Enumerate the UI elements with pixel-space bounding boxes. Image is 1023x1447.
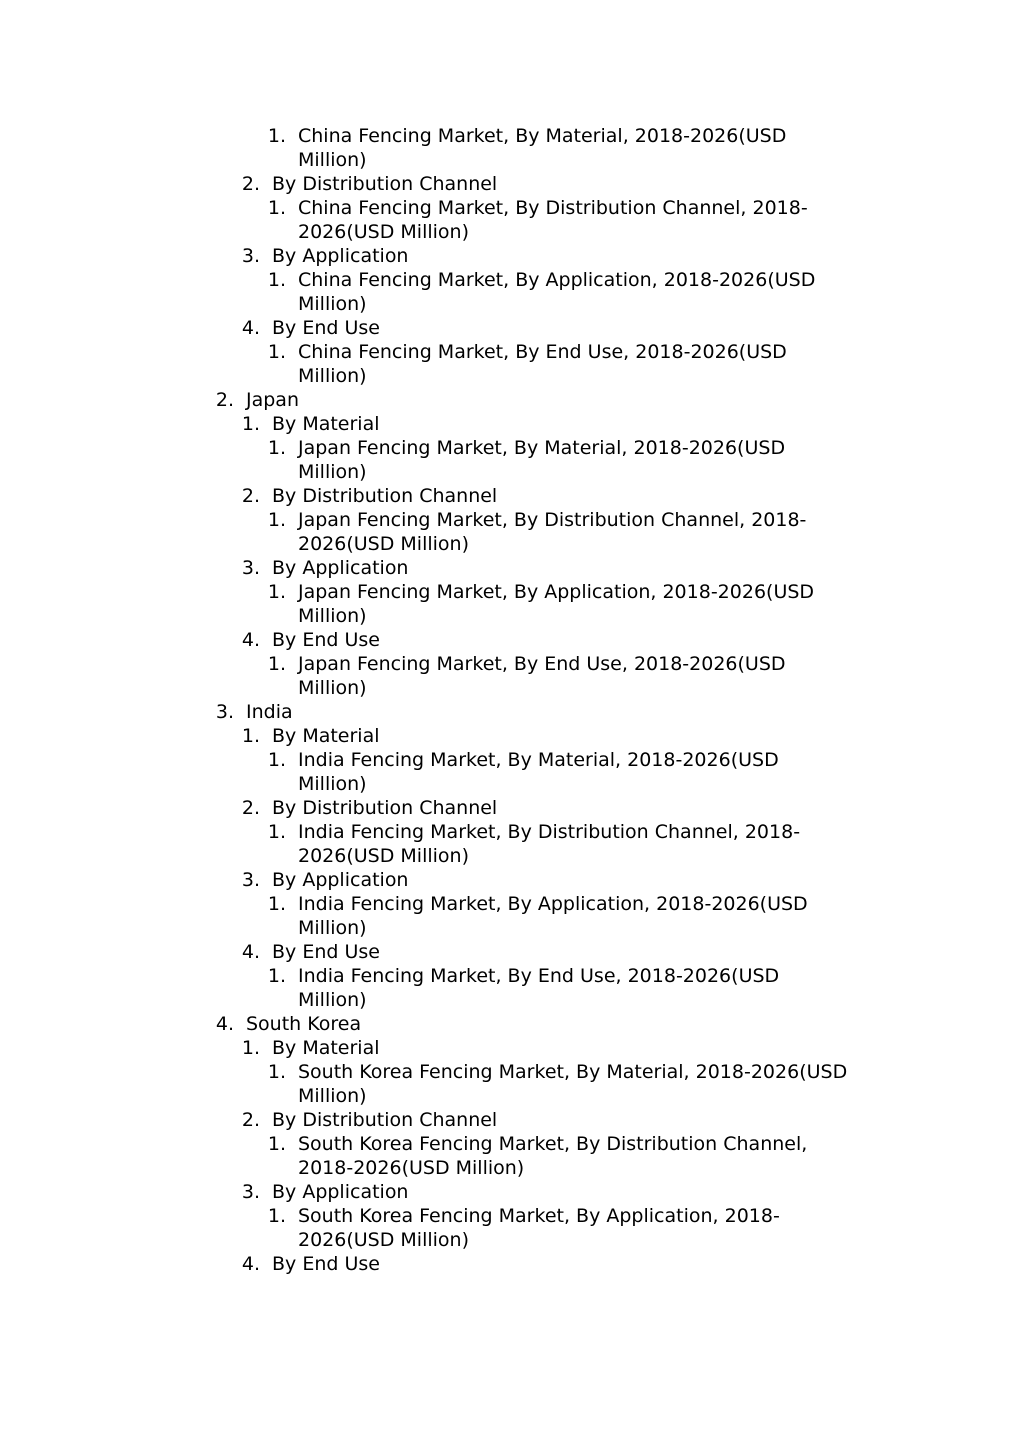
toc-entry-text xyxy=(272,412,380,436)
toc-entry-level-3 xyxy=(0,1132,1023,1180)
toc-entry-line-1: China Fencing Market, By Material, 2018-2026(USD xyxy=(298,125,787,147)
toc-entry-level-2 xyxy=(0,316,1023,340)
toc-entry-level-2 xyxy=(0,868,1023,892)
toc-entry-line-2: 2026(USD Million) xyxy=(298,1229,469,1251)
toc-entry-level-2 xyxy=(0,940,1023,964)
toc-entry-level-2 xyxy=(0,1252,1023,1276)
toc-entry-line-2: Million) xyxy=(298,461,367,483)
toc-entry-line-1: By Distribution Channel xyxy=(272,173,498,195)
toc-entry-line-1: By Distribution Channel xyxy=(272,1109,498,1131)
toc-entry-line-1: By End Use xyxy=(272,317,380,339)
toc-entry-line-1: South Korea Fencing Market, By Application, 2018- xyxy=(298,1205,780,1227)
list-number: 2. xyxy=(241,173,260,195)
toc-entry-text xyxy=(298,196,888,244)
list-number: 1. xyxy=(267,965,286,987)
toc-entry-line-1: South Korea Fencing Market, By Distribution Channel, xyxy=(298,1133,808,1155)
toc-entry-text xyxy=(272,724,380,748)
toc-entry-line-1: China Fencing Market, By Application, 2018-2026(USD xyxy=(298,269,816,291)
list-number: 1. xyxy=(267,197,286,219)
toc-entry-level-2 xyxy=(0,796,1023,820)
list-number: 4. xyxy=(215,1013,234,1035)
toc-entry-level-3 xyxy=(0,1060,1023,1108)
toc-entry-level-2 xyxy=(0,244,1023,268)
toc-entry-line-1: By Application xyxy=(272,869,409,891)
toc-entry-level-3 xyxy=(0,964,1023,1012)
toc-entry-text xyxy=(298,1204,888,1252)
toc-entry-text xyxy=(298,1060,888,1108)
toc-entry-line-1: South Korea Fencing Market, By Material, 2018-2026(USD xyxy=(298,1061,848,1083)
list-number: 3. xyxy=(241,1181,260,1203)
list-number: 1. xyxy=(267,1205,286,1227)
list-number: 1. xyxy=(267,509,286,531)
list-number: 4. xyxy=(241,317,260,339)
toc-entry-line-2: 2026(USD Million) xyxy=(298,221,469,243)
list-number: 1. xyxy=(267,1133,286,1155)
toc-entry-text xyxy=(298,580,888,628)
toc-entry-text xyxy=(298,964,888,1012)
toc-entry-line-2: Million) xyxy=(298,293,367,315)
toc-entry-level-3 xyxy=(0,340,1023,388)
toc-entry-level-2 xyxy=(0,628,1023,652)
toc-entry-line-2: Million) xyxy=(298,989,367,1011)
toc-entry-level-2 xyxy=(0,1036,1023,1060)
toc-entry-level-2 xyxy=(0,172,1023,196)
toc-entry-text xyxy=(272,1036,380,1060)
toc-entry-level-2 xyxy=(0,484,1023,508)
list-number: 1. xyxy=(267,581,286,603)
toc-entry-line-2: 2026(USD Million) xyxy=(298,845,469,867)
toc-entry-level-3 xyxy=(0,436,1023,484)
list-number: 4. xyxy=(241,629,260,651)
toc-entry-line-2: Million) xyxy=(298,917,367,939)
list-number: 3. xyxy=(241,869,260,891)
toc-entry-text xyxy=(298,892,888,940)
list-number: 2. xyxy=(241,797,260,819)
toc-entry-level-2 xyxy=(0,556,1023,580)
toc-entry-line-2: 2026(USD Million) xyxy=(298,533,469,555)
toc-entry-level-2 xyxy=(0,412,1023,436)
toc-entry-text xyxy=(246,1012,361,1036)
toc-entry-level-3 xyxy=(0,268,1023,316)
toc-entry-level-1 xyxy=(0,1012,1023,1036)
toc-entry-level-1 xyxy=(0,700,1023,724)
toc-entry-line-1: By End Use xyxy=(272,941,380,963)
toc-entry-line-2: 2018-2026(USD Million) xyxy=(298,1157,525,1179)
toc-entry-line-1: By Application xyxy=(272,245,409,267)
toc-entry-level-3 xyxy=(0,748,1023,796)
toc-entry-text xyxy=(298,436,888,484)
list-number: 1. xyxy=(267,437,286,459)
toc-entry-line-1: By End Use xyxy=(272,1253,380,1275)
list-number: 1. xyxy=(267,269,286,291)
toc-entry-text xyxy=(272,556,408,580)
toc-page xyxy=(0,124,1023,1276)
toc-entry-line-1: South Korea xyxy=(246,1013,362,1035)
list-number: 1. xyxy=(241,413,260,435)
list-number: 3. xyxy=(241,557,260,579)
list-number: 1. xyxy=(267,125,286,147)
toc-entry-line-1: By Material xyxy=(272,1037,380,1059)
toc-entry-level-2 xyxy=(0,724,1023,748)
list-number: 1. xyxy=(267,893,286,915)
toc-entry-line-1: By Distribution Channel xyxy=(272,797,498,819)
list-number: 3. xyxy=(215,701,234,723)
list-number: 1. xyxy=(241,725,260,747)
toc-entry-text xyxy=(298,652,888,700)
toc-entry-line-1: Japan Fencing Market, By Material, 2018-2026(USD xyxy=(298,437,786,459)
toc-entry-level-3 xyxy=(0,196,1023,244)
toc-entry-text xyxy=(298,268,888,316)
list-number: 1. xyxy=(267,653,286,675)
toc-entry-line-1: Japan Fencing Market, By Distribution Channel, 2018- xyxy=(298,509,807,531)
toc-entry-line-1: By Material xyxy=(272,413,380,435)
list-number: 1. xyxy=(267,749,286,771)
toc-entry-text xyxy=(246,700,293,724)
toc-entry-line-2: Million) xyxy=(298,365,367,387)
toc-entry-line-1: By Material xyxy=(272,725,380,747)
toc-entry-level-2 xyxy=(0,1108,1023,1132)
toc-entry-line-1: India Fencing Market, By Application, 2018-2026(USD xyxy=(298,893,808,915)
toc-entry-text xyxy=(298,124,888,172)
toc-entry-level-3 xyxy=(0,892,1023,940)
list-number: 2. xyxy=(241,1109,260,1131)
toc-entry-line-1: By Application xyxy=(272,1181,409,1203)
toc-entry-line-1: India Fencing Market, By Material, 2018-2026(USD xyxy=(298,749,779,771)
toc-entry-text xyxy=(272,484,497,508)
toc-entry-text xyxy=(272,1108,497,1132)
list-number: 3. xyxy=(241,245,260,267)
list-number: 1. xyxy=(241,1037,260,1059)
toc-entry-text xyxy=(272,316,380,340)
toc-entry-text xyxy=(298,820,888,868)
list-number: 1. xyxy=(267,1061,286,1083)
toc-entry-text xyxy=(272,628,380,652)
toc-entry-line-1: By Distribution Channel xyxy=(272,485,498,507)
toc-entry-text xyxy=(272,1252,380,1276)
list-number: 4. xyxy=(241,941,260,963)
toc-entry-text xyxy=(272,1180,408,1204)
toc-entry-text xyxy=(298,1132,888,1180)
toc-entry-text xyxy=(298,340,888,388)
toc-entry-text xyxy=(298,508,888,556)
toc-entry-line-2: Million) xyxy=(298,605,367,627)
toc-entry-line-1: China Fencing Market, By End Use, 2018-2026(USD xyxy=(298,341,787,363)
toc-entry-line-2: Million) xyxy=(298,677,367,699)
toc-entry-line-2: Million) xyxy=(298,1085,367,1107)
list-number: 4. xyxy=(241,1253,260,1275)
list-number: 1. xyxy=(267,341,286,363)
toc-entry-text xyxy=(246,388,299,412)
list-number: 2. xyxy=(241,485,260,507)
toc-entry-text xyxy=(272,868,408,892)
toc-entry-text xyxy=(272,244,408,268)
toc-entry-line-1: Japan Fencing Market, By Application, 2018-2026(USD xyxy=(298,581,815,603)
toc-entry-line-1: India xyxy=(246,701,293,723)
toc-entry-line-2: Million) xyxy=(298,149,367,171)
toc-entry-line-1: China Fencing Market, By Distribution Channel, 2018- xyxy=(298,197,808,219)
toc-entry-level-3 xyxy=(0,652,1023,700)
toc-entry-text xyxy=(298,748,888,796)
toc-entry-line-1: By End Use xyxy=(272,629,380,651)
toc-entry-text xyxy=(272,172,497,196)
toc-entry-level-2 xyxy=(0,1180,1023,1204)
toc-entry-line-1: India Fencing Market, By Distribution Channel, 2018- xyxy=(298,821,801,843)
toc-entry-level-3 xyxy=(0,124,1023,172)
toc-entry-level-3 xyxy=(0,1204,1023,1252)
toc-entry-text xyxy=(272,796,497,820)
toc-entry-level-1 xyxy=(0,388,1023,412)
toc-entry-text xyxy=(272,940,380,964)
toc-entry-level-3 xyxy=(0,820,1023,868)
toc-entry-line-1: Japan Fencing Market, By End Use, 2018-2026(USD xyxy=(298,653,786,675)
toc-entry-level-3 xyxy=(0,508,1023,556)
toc-entry-line-1: By Application xyxy=(272,557,409,579)
toc-entry-line-1: Japan xyxy=(246,389,299,411)
list-number: 1. xyxy=(267,821,286,843)
toc-entry-line-1: India Fencing Market, By End Use, 2018-2026(USD xyxy=(298,965,780,987)
list-number: 2. xyxy=(215,389,234,411)
toc-entry-level-3 xyxy=(0,580,1023,628)
toc-entry-line-2: Million) xyxy=(298,773,367,795)
